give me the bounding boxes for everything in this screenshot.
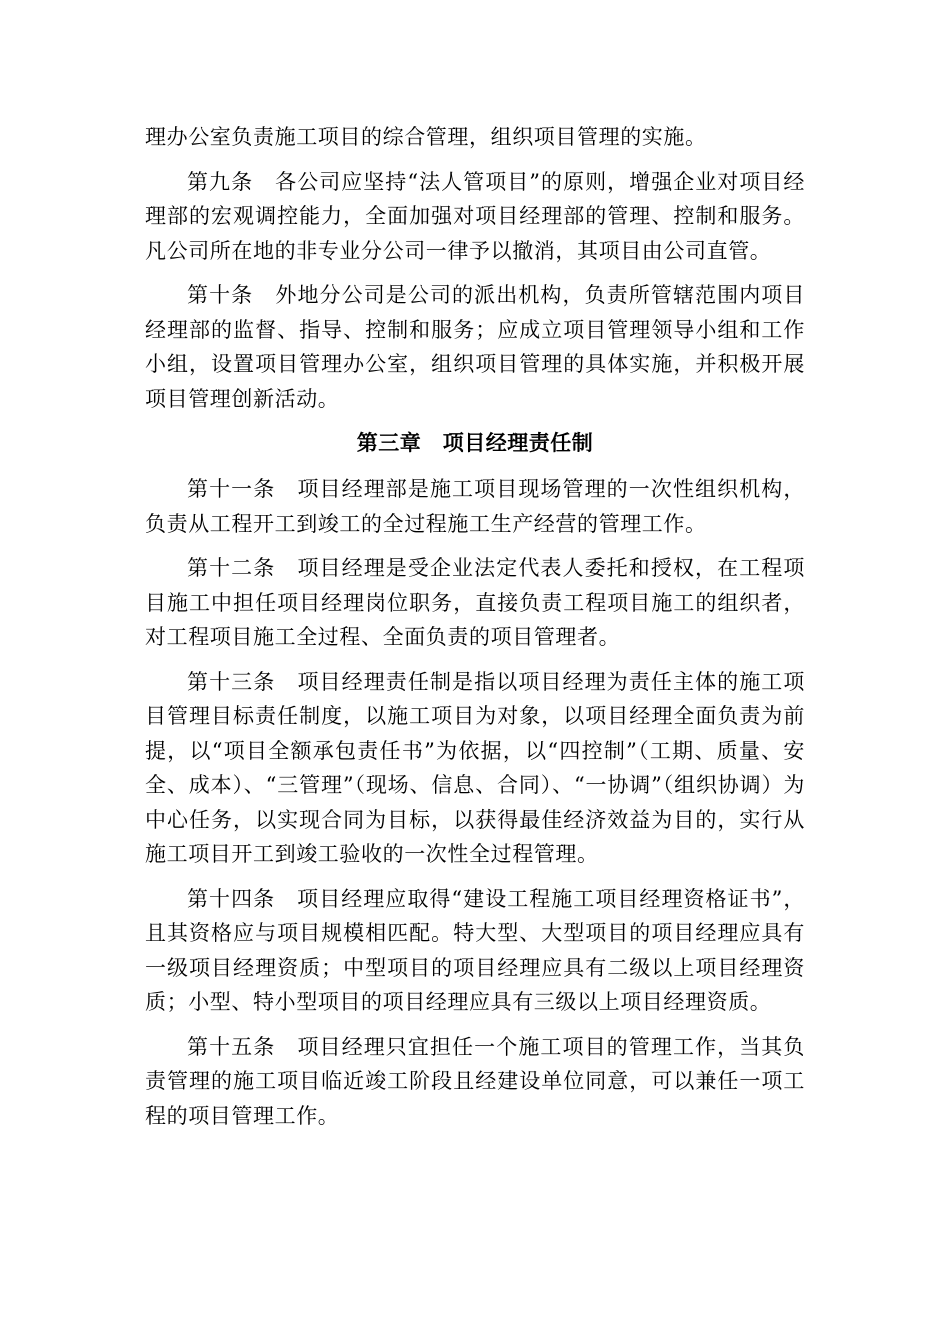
chapter-heading: 第三章 项目经理责任制 bbox=[356, 431, 594, 455]
paragraph-continuation: 理办公室负责施工项目的综合管理，组织项目管理的实施。 bbox=[145, 125, 707, 149]
article-13: 第十三条 项目经理责任制是指以项目经理为责任主体的施工项目管理目标责任制度，以施工项目为对象，以项目经理全面负责为前提，以“项目全额承包责任书”为依据，以“四控制”（工期、质量、安全、成本）、“三管理”（现场、信息、合同）、“一协调”（组织协调）为中心任务，以实现合同为目标，以获得最佳经济效益为目的，实行从施工项目开工到竣工验收的一次性全过程管理。 bbox=[145, 669, 805, 866]
article-11: 第十一条 项目经理部是施工项目现场管理的一次性组织机构，负责从工程开工到竣工的全过程施工生产经营的管理工作。 bbox=[145, 477, 805, 536]
article-14: 第十四条 项目经理应取得“建设工程施工项目经理资格证书”，且其资格应与项目规模相匹配。特大型、大型项目的项目经理应具有一级项目经理资质；中型项目的项目经理应具有二级以上项目经理资质；小型、特小型项目的项目经理应具有三级以上项目经理资质。 bbox=[145, 886, 805, 1014]
article-9: 第九条 各公司应坚持“法人管项目”的原则，增强企业对项目经理部的宏观调控能力，全面加强对项目经理部的管理、控制和服务。凡公司所在地的非专业分公司一律予以撤消，其项目由公司直管。 bbox=[145, 169, 805, 263]
article-10: 第十条 外地分公司是公司的派出机构，负责所管辖范围内项目经理部的监督、指导、控制和服务；应成立项目管理领导小组和工作小组，设置项目管理办公室，组织项目管理的具体实施，并积极开展项目管理创新活动。 bbox=[145, 283, 805, 411]
article-15: 第十五条 项目经理只宜担任一个施工项目的管理工作，当其负责管理的施工项目临近竣工阶段且经建设单位同意，可以兼任一项工程的项目管理工作。 bbox=[145, 1034, 805, 1128]
document-body bbox=[145, 120, 805, 1143]
article-12: 第十二条 项目经理是受企业法定代表人委托和授权，在工程项目施工中担任项目经理岗位职务，直接负责工程项目施工的组织者，对工程项目施工全过程、全面负责的项目管理者。 bbox=[145, 556, 805, 649]
